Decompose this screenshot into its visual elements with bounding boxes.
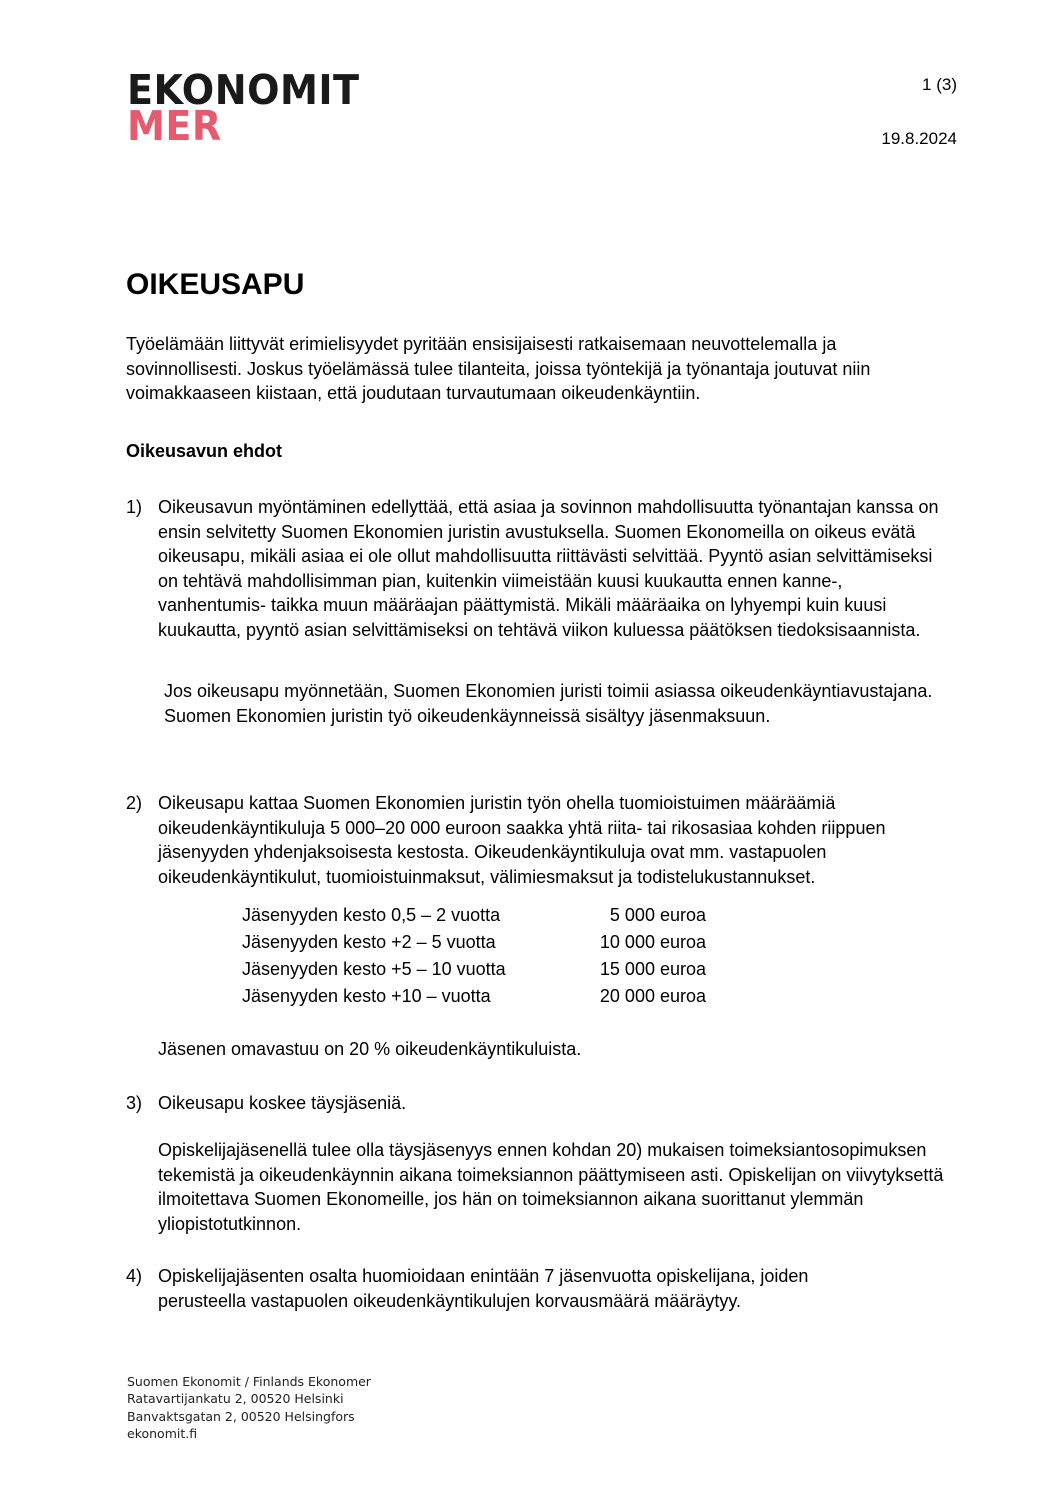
item-1-paragraph-1: Oikeusavun myöntäminen edellyttää, että asiaa ja sovinnon mahdollisuutta työnantajan kanssa on ensin selvitetty Suomen Ekonomien juristin avustuksella. Suomen Ekonomeilla on oikeus evätä oikeusapu, mikäli asiaa ei ole ollut mahdollisuutta riittävästi selvittää. Pyyntö asian selvittämiseksi on tehtävä mahdollisimman pian, kuitenkin viimeistään kuusi kuukautta ennen kanne-, vanhentumis- taikka muun määräajan päättymistä. Mikäli määräaika on lyhyempi kuin kuusi kuukautta, pyyntö asian selvittämiseksi on tehtävä viikon kuluessa päätöksen tiedoksisaannista. <box>158 497 939 640</box>
amount-cell: 10 000 euroa <box>599 932 706 952</box>
item-4-paragraph-1: Opiskelijajäsenten osalta huomioidaan enintään 7 jäsenvuotta opiskelijana, joiden perusteella vastapuolen oikeudenkäyntikulujen korvausmäärä määräytyy. <box>158 1266 809 1311</box>
item-3-paragraph-2: Opiskelijajäsenellä tulee olla täysjäsenyys ennen kohdan 20) mukaisen toimeksiantosopimuksen tekemistä ja oikeudenkäynnin aikana toimeksiannon päättymiseen asti. Opiskelijan on viivytyksettä ilmoitettava Suomen Ekonomeille, jos hän on toimeksiannon aikana suorittanut ylemmän yliopistotutkinnon. <box>158 1140 944 1234</box>
footer-address-sv: Banvaktsgatan 2, 00520 Helsingfors <box>127 1408 355 1424</box>
duration-cell: Jäsenyyden kesto +5 – 10 vuotta <box>242 959 506 979</box>
item-number-4: 4) <box>126 1266 143 1286</box>
intro-paragraph: Työelämään liittyvät erimielisyydet pyritään ensisijaisesti ratkaisemaan neuvottelemalla ja sovinnollisesti. Joskus työelämässä tulee tilanteita, joissa työntekijä ja työnantaja joutuvat niin voimakkaaseen kiistaan, että joudutaan turvautumaan oikeudenkäyntiin. <box>126 334 871 403</box>
item-number-1: 1) <box>126 497 143 517</box>
item-number-3: 3) <box>126 1093 143 1113</box>
document-date: 19.8.2024 <box>881 129 957 148</box>
duration-cell: Jäsenyyden kesto +10 – vuotta <box>242 986 491 1006</box>
table-row <box>242 902 706 929</box>
table-row <box>242 929 706 956</box>
table-row <box>242 983 706 1010</box>
section-heading: Oikeusavun ehdot <box>126 441 283 461</box>
logo-line-2: MER <box>127 102 222 150</box>
page-number: 1 (3) <box>922 75 957 94</box>
item-2-paragraph-1: Oikeusapu kattaa Suomen Ekonomien juristin työn ohella tuomioistuimen määräämiä oikeudenkäyntikuluja 5 000–20 000 euroon saakka yhtä riita- tai rikosasiaa kohden riippuen jäsenyyden yhdenjaksoisesta kestosta. Oikeudenkäyntikuluja ovat mm. vastapuolen oikeudenkäyntikulut, tuomioistuinmaksut, välimiesmaksut ja todistelukustannukset. <box>158 793 886 887</box>
item-number-2: 2) <box>126 793 143 813</box>
footer-address-fi: Ratavartijankatu 2, 00520 Helsinki <box>127 1391 344 1407</box>
footer-address <box>127 1373 371 1442</box>
item-3-paragraph-1: Oikeusapu koskee täysjäseniä. <box>158 1093 407 1113</box>
item-1-paragraph-2: Jos oikeusapu myönnetään, Suomen Ekonomien juristi toimii asiassa oikeudenkäyntiavustajana. Suomen Ekonomien juristin työ oikeudenkäynneissä sisältyy jäsenmaksuun. <box>164 681 933 726</box>
amount-cell: 15 000 euroa <box>599 959 706 979</box>
ekonomit-logo <box>127 66 377 150</box>
logo-line-1: EKONOMIT <box>127 66 360 114</box>
duration-cell: Jäsenyyden kesto +2 – 5 vuotta <box>242 932 496 952</box>
item-2-paragraph-2: Jäsenen omavastuu on 20 % oikeudenkäyntikuluista. <box>158 1039 582 1059</box>
membership-coverage-table <box>242 902 706 1010</box>
amount-cell: 20 000 euroa <box>599 986 706 1006</box>
amount-cell: 5 000 euroa <box>609 905 706 925</box>
duration-cell: Jäsenyyden kesto 0,5 – 2 vuotta <box>242 905 501 925</box>
footer-organization: Suomen Ekonomit / Finlands Ekonomer <box>127 1374 371 1389</box>
table-row <box>242 956 706 983</box>
footer-website: ekonomit.fi <box>127 1425 198 1441</box>
page-title: OIKEUSAPU <box>126 268 305 301</box>
